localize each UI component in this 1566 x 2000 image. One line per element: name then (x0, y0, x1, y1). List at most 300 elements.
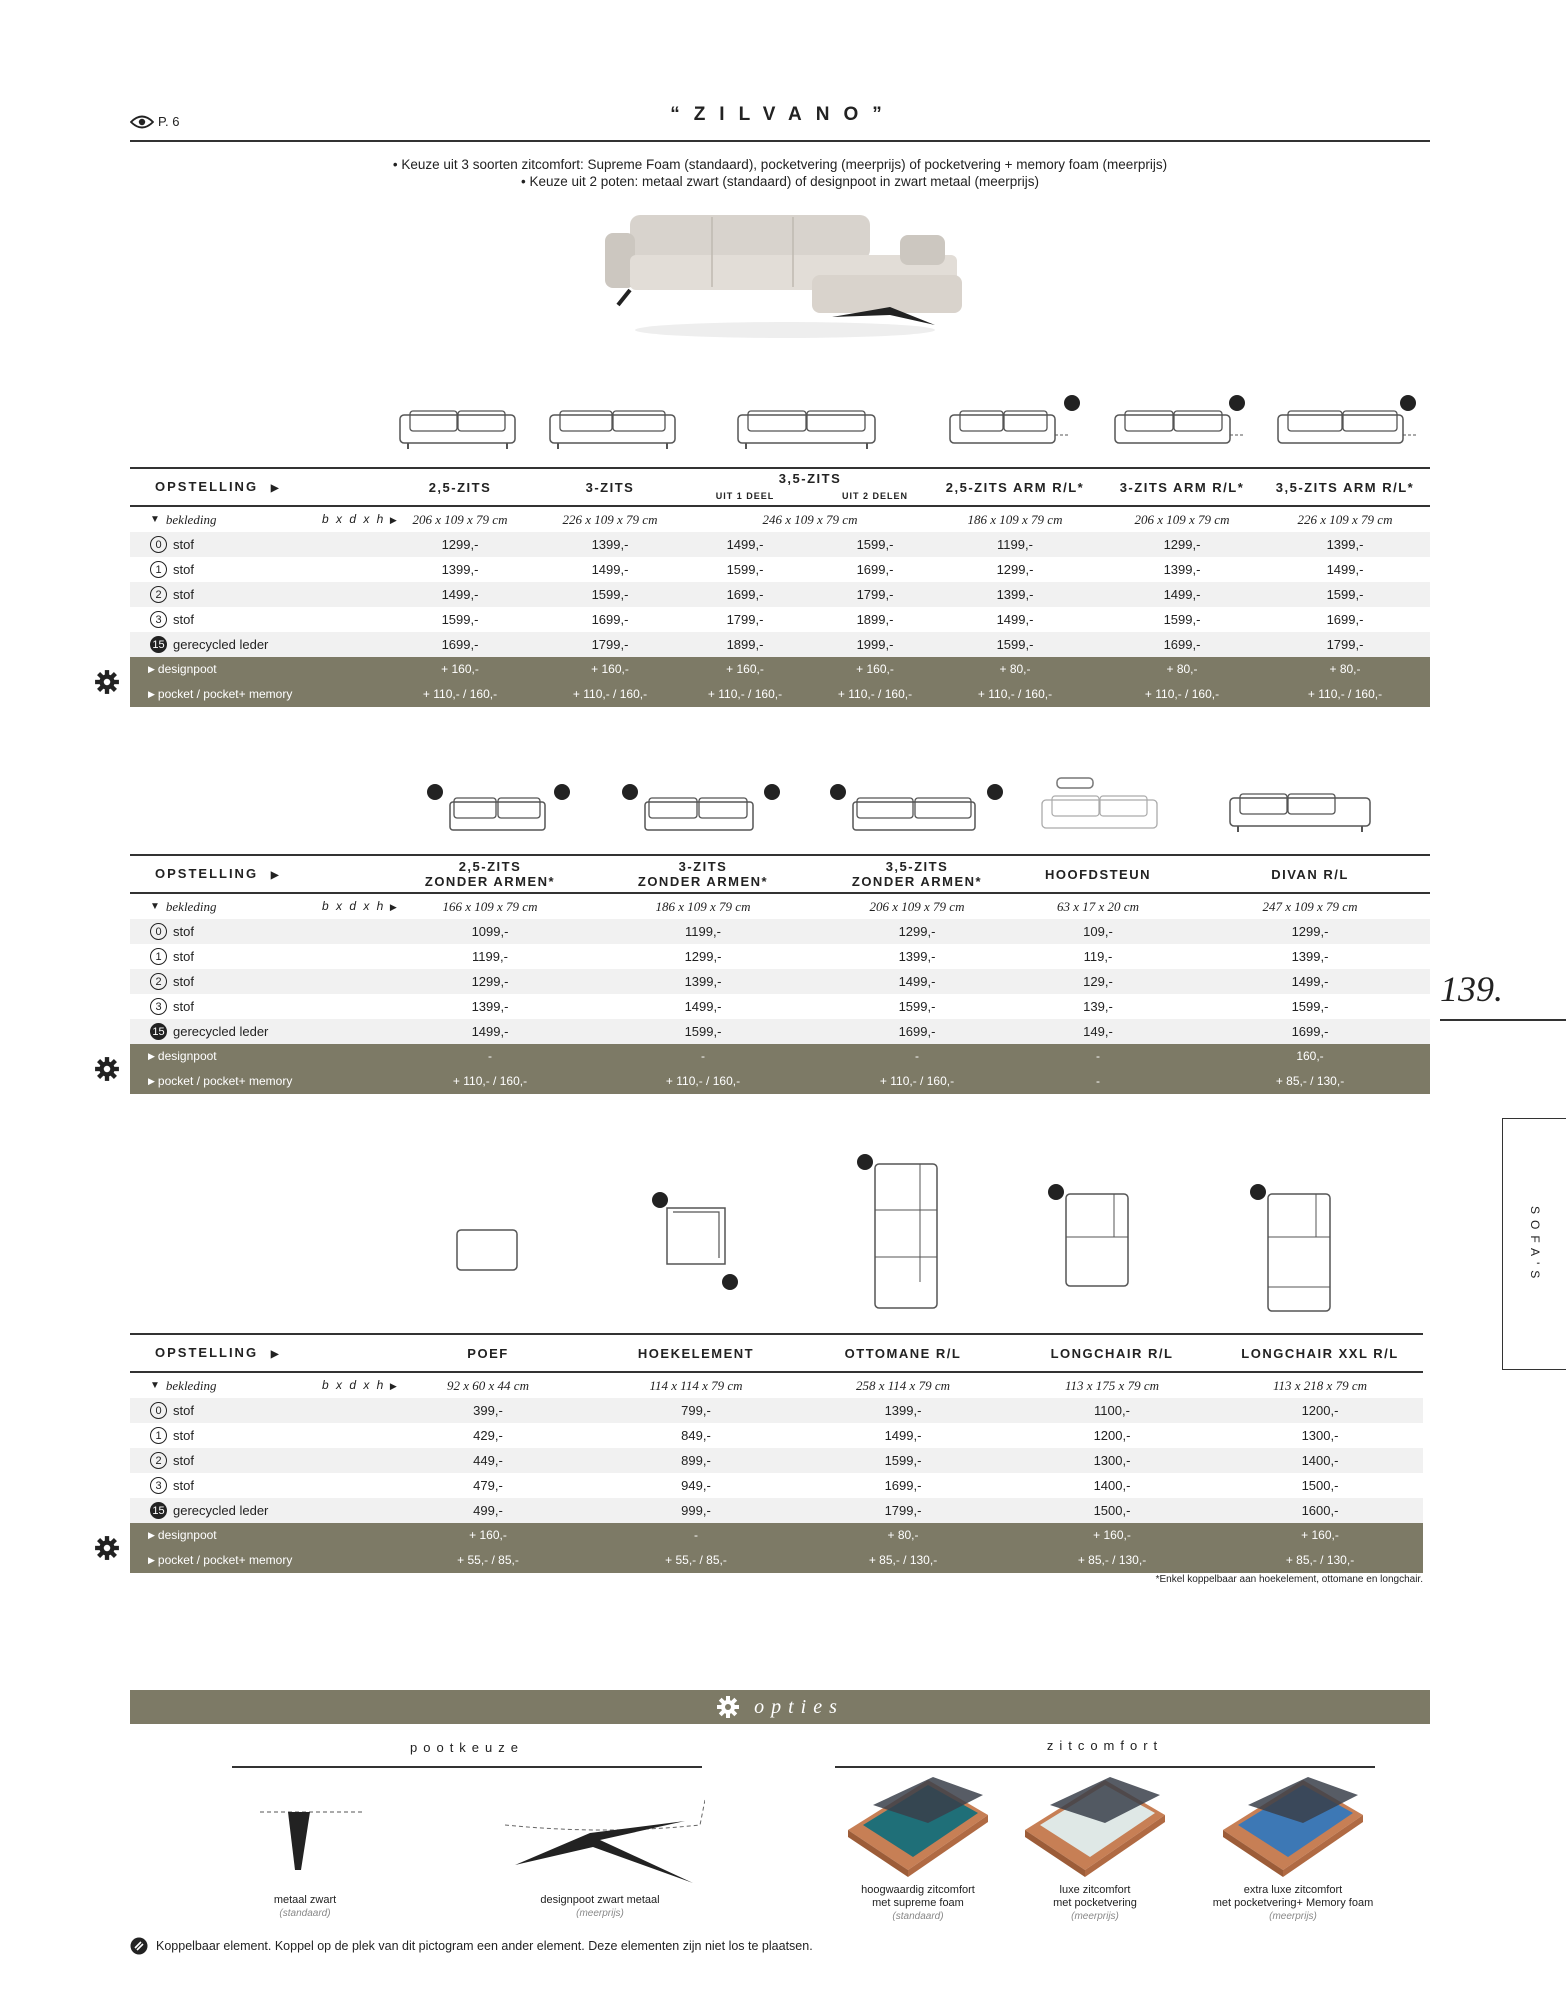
triangle-down-icon: ▼ (150, 514, 160, 525)
category-badge: 3 (150, 998, 167, 1015)
pocket-label (148, 682, 292, 707)
headrest-icon (1042, 778, 1157, 828)
options-bar (130, 1690, 1430, 1724)
pocket-price: + 110,- / 160,- (665, 1074, 741, 1088)
dimension-label-text: b x d x h (322, 1378, 386, 1392)
sofa-2-5-no-arms-icon (427, 784, 570, 830)
upholstery-name: gerecycled leder (173, 1024, 269, 1039)
price-cell: 1199,- (997, 537, 1033, 552)
price-cell: 119,- (1083, 949, 1113, 964)
price-cell: 1399,- (441, 562, 479, 577)
triangle-right-icon: ▶ (266, 1349, 281, 1360)
column-header (988, 867, 1208, 882)
category-badge: 1 (150, 948, 167, 965)
price-cell: 1199,- (472, 949, 508, 964)
sofa-2-5-zits-icon (400, 411, 515, 449)
price-cell: 429,- (473, 1428, 503, 1443)
upholstery-name: stof (173, 562, 194, 577)
dims-cell: 186 x 109 x 79 cm (967, 512, 1063, 527)
price-cell: 899,- (681, 1453, 711, 1468)
triangle-right-icon: ▶ (266, 870, 281, 881)
comfort-sublabel: (meerprijs) (1071, 1911, 1119, 1922)
price-row (130, 607, 1430, 632)
designpoot-text: designpoot (157, 1528, 217, 1542)
pocket-text: pocket / pocket+ memory (157, 687, 293, 701)
leg-sublabel: (meerprijs) (576, 1908, 624, 1919)
triangle-right-icon: ▶ (148, 664, 155, 674)
designpoot-price: + 80,- (999, 662, 1031, 676)
upholstery-label (150, 969, 194, 994)
opstelling-label (155, 866, 281, 881)
opstelling-label (155, 479, 281, 494)
price-cell: 1300,- (1093, 1453, 1131, 1468)
pootkeuze-title: pootkeuze (410, 1740, 524, 1755)
price-cell: 1399,- (1291, 949, 1329, 964)
price-row (130, 1019, 1430, 1044)
price-cell: 1400,- (1093, 1478, 1131, 1493)
price-cell: 1599,- (856, 537, 894, 552)
bekleding-label (150, 1373, 216, 1398)
feature-line: • Keuze uit 2 poten: metaal zwart (standaard) of designpoot in zwart metaal (meerprijs) (521, 174, 1039, 189)
price-row (130, 632, 1430, 657)
pocket-row (130, 682, 1430, 707)
price-cell: 1399,- (996, 587, 1034, 602)
price-cell: 1299,- (996, 562, 1034, 577)
price-row (130, 532, 1430, 557)
price-cell: 1399,- (471, 999, 509, 1014)
dimension-label (322, 1373, 399, 1398)
category-badge: 0 (150, 536, 167, 553)
pocket-row (130, 1069, 1430, 1094)
pocket-price: + 110,- / 160,- (572, 687, 648, 701)
comfort-layers-image (1218, 1775, 1368, 1880)
upholstery-label (150, 1498, 268, 1523)
price-cell: 1799,- (856, 587, 894, 602)
price-cell: 1500,- (1093, 1503, 1131, 1518)
column-subheader: UIT 1 DEEL (715, 491, 775, 501)
dims-cell: 114 x 114 x 79 cm (649, 1378, 743, 1393)
link-icon (130, 1937, 148, 1955)
dims-cell: 246 x 109 x 79 cm (762, 512, 858, 527)
upholstery-name: stof (173, 1428, 194, 1443)
table3-top-rule (130, 1333, 1423, 1335)
column-header (593, 859, 813, 889)
price-cell: 1399,- (898, 949, 936, 964)
price-cell: 1500,- (1301, 1478, 1339, 1493)
price-row (130, 1423, 1423, 1448)
price-cell: 1699,- (591, 612, 629, 627)
category-badge: 2 (150, 586, 167, 603)
price-cell: 1299,- (898, 924, 936, 939)
category-badge: 2 (150, 973, 167, 990)
upholstery-label (150, 1448, 194, 1473)
designpoot-row (130, 1044, 1430, 1069)
designpoot-price: + 160,- (856, 662, 894, 676)
price-cell: 1399,- (884, 1403, 922, 1418)
price-cell: 1599,- (884, 1453, 922, 1468)
column-header-line: 3,5-ZITS (885, 859, 949, 874)
designpoot-label (148, 657, 217, 682)
leg-metaal-zwart-image (255, 1800, 375, 1880)
price-cell: 1599,- (441, 612, 479, 627)
section-tab-label: SOFA'S (1528, 1205, 1542, 1285)
column-header: 3-ZITS (585, 480, 635, 495)
price-cell: 1299,- (684, 949, 722, 964)
pocket-price: + 55,- / 85,- (457, 1553, 519, 1567)
upholstery-name: stof (173, 999, 194, 1014)
column-header: POEF (467, 1346, 509, 1361)
dimension-label (322, 894, 399, 919)
hoekelement-icon (652, 1192, 738, 1290)
options-title: opties (754, 1695, 844, 1718)
comfort-sublabel: (standaard) (892, 1911, 944, 1922)
column-subheader: UIT 2 DELEN (841, 491, 908, 501)
column-header (1200, 867, 1420, 882)
designpoot-price: - (701, 1049, 705, 1063)
price-cell: 1799,- (591, 637, 629, 652)
bekleding-text: bekleding (165, 1378, 217, 1393)
price-cell: 1300,- (1301, 1428, 1339, 1443)
comfort-label: hoogwaardig zitcomfort (861, 1884, 975, 1896)
bottom-note-text: Koppelbaar element. Koppel op de plek van dit pictogram een ander element. Deze elementen zijn niet los te plaatsen. (156, 1939, 813, 1953)
category-badge: 15 (150, 1023, 167, 1040)
comfort-sublabel: (meerprijs) (1269, 1911, 1317, 1922)
price-cell: 1200,- (1093, 1428, 1131, 1443)
designpoot-price: - (1096, 1049, 1100, 1063)
price-row (130, 944, 1430, 969)
sofa-3-5-arm-icon (1278, 395, 1416, 443)
dims-cell: 226 x 109 x 79 cm (1297, 512, 1393, 527)
dims-cell: 113 x 218 x 79 cm (1273, 1378, 1367, 1393)
dims-row (130, 894, 1430, 919)
price-cell: 1899,- (856, 612, 894, 627)
triangle-down-icon: ▼ (150, 1380, 160, 1391)
pocket-price: + 110,- / 160,- (422, 687, 498, 701)
designpoot-label (148, 1044, 217, 1069)
dims-cell: 258 x 114 x 79 cm (856, 1378, 950, 1393)
dims-cell: 186 x 109 x 79 cm (655, 899, 751, 914)
designpoot-price: + 80,- (1166, 662, 1198, 676)
designpoot-price: + 160,- (1301, 1528, 1339, 1542)
price-cell: 1499,- (1326, 562, 1364, 577)
column-header: HOEKELEMENT (637, 1346, 755, 1361)
price-cell: 1599,- (591, 587, 629, 602)
dims-cell: 206 x 109 x 79 cm (1134, 512, 1230, 527)
designpoot-row (130, 1523, 1423, 1548)
upholstery-label (150, 1473, 194, 1498)
upholstery-name: gerecycled leder (173, 1503, 269, 1518)
designpoot-price: + 80,- (887, 1528, 919, 1542)
dims-cell: 226 x 109 x 79 cm (562, 512, 658, 527)
designpoot-price: - (488, 1049, 492, 1063)
upholstery-name: stof (173, 537, 194, 552)
price-cell: 1599,- (684, 1024, 722, 1039)
comfort-label: extra luxe zitcomfort (1243, 1884, 1343, 1896)
leg-option-1[interactable] (225, 1894, 385, 1920)
upholstery-label (150, 944, 194, 969)
gear-icon (94, 669, 120, 695)
category-badge: 1 (150, 561, 167, 578)
column-header-line: 2,5-ZITS (458, 859, 522, 874)
comfort-label: met pocketvering+ Memory foam (1212, 1897, 1374, 1909)
column-header-line: ZONDER ARMEN* (424, 874, 556, 889)
triangle-right-icon: ▶ (385, 902, 399, 912)
price-cell: 1699,- (441, 637, 479, 652)
price-cell: 449,- (473, 1453, 503, 1468)
designpoot-row (130, 657, 1430, 682)
bottom-note (130, 1937, 813, 1955)
price-cell: 1399,- (684, 974, 722, 989)
comfort-label: luxe zitcomfort (1059, 1884, 1131, 1896)
longchair-xxl-icon (1250, 1184, 1330, 1311)
price-cell: 1399,- (1163, 562, 1201, 577)
column-header: 3,5-ZITS ARM R/L* (1275, 480, 1415, 495)
comfort-layers-image (843, 1775, 993, 1880)
upholstery-label (150, 557, 194, 582)
column-header-line: DIVAN R/L (1271, 867, 1349, 882)
price-cell: 1099,- (471, 924, 509, 939)
table1-top-rule (130, 467, 1430, 469)
price-cell: 949,- (681, 1478, 711, 1493)
pocket-price: + 110,- / 160,- (879, 1074, 955, 1088)
gear-icon (94, 1535, 120, 1561)
price-row (130, 557, 1430, 582)
upholstery-label (150, 1019, 268, 1044)
bekleding-text: bekleding (165, 512, 217, 527)
designpoot-price: - (694, 1528, 698, 1542)
column-header (380, 859, 600, 889)
price-cell: 1199,- (685, 924, 721, 939)
table3-footnote: *Enkel koppelbaar aan hoekelement, ottomane en longchair. (1155, 1574, 1423, 1585)
price-cell: 1399,- (1326, 537, 1364, 552)
comfort-option[interactable] (818, 1884, 1018, 1923)
price-row (130, 582, 1430, 607)
comfort-label: met pocketvering (1053, 1897, 1137, 1909)
sofa-3-arm-icon (1115, 395, 1245, 443)
price-cell: 1699,- (726, 587, 764, 602)
dimension-label-text: b x d x h (322, 512, 386, 526)
price-cell: 1699,- (898, 1024, 936, 1039)
upholstery-name: stof (173, 587, 194, 602)
price-cell: 399,- (473, 1403, 503, 1418)
pocket-price: + 85,- / 130,- (1285, 1553, 1355, 1567)
designpoot-label (148, 1523, 217, 1548)
category-badge: 3 (150, 611, 167, 628)
designpoot-price: + 160,- (726, 662, 764, 676)
column-header-line: ZONDER ARMEN* (637, 874, 769, 889)
zitcomfort-title: zitcomfort (1046, 1738, 1164, 1753)
column-header-line: HOOFDSTEUN (1045, 867, 1151, 882)
price-row (130, 1398, 1423, 1423)
upholstery-name: stof (173, 612, 194, 627)
pocket-price: + 110,- / 160,- (977, 687, 1053, 701)
comfort-option[interactable] (1193, 1884, 1393, 1923)
pootkeuze-divider (232, 1766, 702, 1768)
category-badge: 0 (150, 1402, 167, 1419)
price-row (130, 1498, 1423, 1523)
triangle-right-icon: ▶ (148, 1555, 155, 1565)
pocket-price: + 110,- / 160,- (707, 687, 783, 701)
page-number-line (1440, 1019, 1566, 1021)
price-cell: 1699,- (1326, 612, 1364, 627)
price-row (130, 1448, 1423, 1473)
opstelling-text: OPSTELLING (155, 479, 259, 494)
upholstery-label (150, 532, 194, 557)
price-cell: 1299,- (1291, 924, 1329, 939)
triangle-right-icon: ▶ (385, 515, 399, 525)
pocket-text: pocket / pocket+ memory (157, 1074, 293, 1088)
price-cell: 1699,- (1163, 637, 1201, 652)
price-cell: 1499,- (996, 612, 1034, 627)
price-cell: 1999,- (856, 637, 894, 652)
price-row (130, 994, 1430, 1019)
pocket-price: + 110,- / 160,- (837, 687, 913, 701)
upholstery-name: stof (173, 949, 194, 964)
zitcomfort-divider (835, 1766, 1375, 1768)
category-badge: 1 (150, 1427, 167, 1444)
gear-icon (716, 1695, 740, 1719)
price-cell: 1499,- (1291, 974, 1329, 989)
triangle-right-icon: ▶ (148, 1530, 155, 1540)
leg-option-2[interactable] (520, 1894, 680, 1920)
price-cell: 1499,- (898, 974, 936, 989)
gear-icon (94, 1056, 120, 1082)
designpoot-text: designpoot (157, 662, 217, 676)
bekleding-text: bekleding (165, 899, 217, 914)
upholstery-label (150, 1423, 194, 1448)
dims-cell: 166 x 109 x 79 cm (442, 899, 538, 914)
price-cell: 109,- (1083, 924, 1113, 939)
price-cell: 499,- (473, 1503, 503, 1518)
pocket-label (148, 1548, 292, 1573)
dims-cell: 206 x 109 x 79 cm (412, 512, 508, 527)
price-cell: 1299,- (471, 974, 509, 989)
triangle-right-icon: ▶ (266, 483, 281, 494)
pocket-price: + 55,- / 85,- (665, 1553, 727, 1567)
designpoot-price: + 160,- (469, 1528, 507, 1542)
price-cell: 149,- (1083, 1024, 1113, 1039)
price-cell: 1200,- (1301, 1403, 1339, 1418)
bekleding-label (150, 894, 216, 919)
upholstery-label (150, 632, 268, 657)
dimension-label-text: b x d x h (322, 899, 386, 913)
price-cell: 129,- (1083, 974, 1113, 989)
price-cell: 1499,- (684, 999, 722, 1014)
price-cell: 1499,- (471, 1024, 509, 1039)
price-cell: 1799,- (1326, 637, 1364, 652)
section-tab[interactable] (1502, 1118, 1566, 1370)
pocket-price: + 110,- / 160,- (1144, 687, 1220, 701)
comfort-layers-image (1020, 1775, 1170, 1880)
poef-icon (457, 1230, 517, 1270)
designpoot-price: + 160,- (441, 662, 479, 676)
title-divider (130, 140, 1430, 142)
triangle-right-icon: ▶ (385, 1381, 399, 1391)
longchair-icon (1048, 1184, 1128, 1286)
divan-icon (1230, 794, 1370, 832)
price-cell: 1399,- (591, 537, 629, 552)
sofa-3-no-arms-icon (622, 784, 780, 830)
price-cell: 1499,- (726, 537, 764, 552)
price-cell: 1299,- (1163, 537, 1201, 552)
column-header: OTTOMANE R/L (844, 1346, 962, 1361)
price-cell: 1599,- (996, 637, 1034, 652)
dims-row (130, 1373, 1423, 1398)
price-cell: 1599,- (1163, 612, 1201, 627)
page-ref-text: P. 6 (158, 114, 180, 129)
price-cell: 1699,- (884, 1478, 922, 1493)
upholstery-name: gerecycled leder (173, 637, 269, 652)
dims-cell: 92 x 60 x 44 cm (447, 1378, 529, 1393)
ottomane-icon (857, 1154, 937, 1308)
sofa-2-5-arm-icon (950, 395, 1080, 443)
dims-cell: 247 x 109 x 79 cm (1262, 899, 1358, 914)
dims-row (130, 507, 1430, 532)
price-cell: 1899,- (726, 637, 764, 652)
table1-icons (130, 390, 1430, 460)
leg-designpoot-image (505, 1795, 705, 1890)
feature-line: • Keuze uit 3 soorten zitcomfort: Supreme Foam (standaard), pocketvering (meerprijs) of pocketvering + memory foam (meerprijs) (392, 157, 1168, 172)
upholstery-label (150, 919, 194, 944)
triangle-right-icon: ▶ (148, 1051, 155, 1061)
upholstery-name: stof (173, 974, 194, 989)
price-cell: 1599,- (1326, 587, 1364, 602)
column-header: LONGCHAIR R/L (1050, 1346, 1174, 1361)
triangle-right-icon: ▶ (148, 689, 155, 699)
pocket-label (148, 1069, 292, 1094)
page-number: 139. (1440, 969, 1503, 1009)
table2-icons (130, 770, 1430, 840)
triangle-right-icon: ▶ (148, 1076, 155, 1086)
price-row (130, 969, 1430, 994)
designpoot-price: + 80,- (1329, 662, 1361, 676)
pocket-text: pocket / pocket+ memory (157, 1553, 293, 1567)
price-cell: 1699,- (1291, 1024, 1329, 1039)
price-cell: 1599,- (898, 999, 936, 1014)
upholstery-label (150, 582, 194, 607)
price-cell: 1499,- (441, 587, 479, 602)
opstelling-text: OPSTELLING (155, 1345, 259, 1360)
upholstery-name: stof (173, 1453, 194, 1468)
price-cell: 1400,- (1301, 1453, 1339, 1468)
upholstery-label (150, 994, 194, 1019)
pocket-price: + 110,- / 160,- (1307, 687, 1383, 701)
upholstery-label (150, 1398, 194, 1423)
price-cell: 999,- (681, 1503, 711, 1518)
price-cell: 1699,- (856, 562, 894, 577)
bekleding-label (150, 507, 216, 532)
product-title: “ZILVANO” (670, 104, 896, 125)
leg-label: metaal zwart (273, 1894, 337, 1906)
table3-icons (130, 1150, 1430, 1315)
sofa-product-image (600, 205, 970, 340)
price-cell: 849,- (681, 1428, 711, 1443)
column-header: 3-ZITS ARM R/L* (1119, 480, 1245, 495)
upholstery-name: stof (173, 1478, 194, 1493)
price-cell: 1100,- (1094, 1403, 1130, 1418)
price-row (130, 919, 1430, 944)
feature-list (130, 156, 1430, 190)
sofa-3-5-zits-icon (738, 411, 875, 449)
comfort-option[interactable] (995, 1884, 1195, 1923)
price-row (130, 1473, 1423, 1498)
price-cell: 1499,- (1163, 587, 1201, 602)
dims-cell: 206 x 109 x 79 cm (869, 899, 965, 914)
price-cell: 1499,- (884, 1428, 922, 1443)
category-badge: 3 (150, 1477, 167, 1494)
designpoot-price: - (915, 1049, 919, 1063)
column-header: 3,5-ZITS (778, 471, 842, 486)
